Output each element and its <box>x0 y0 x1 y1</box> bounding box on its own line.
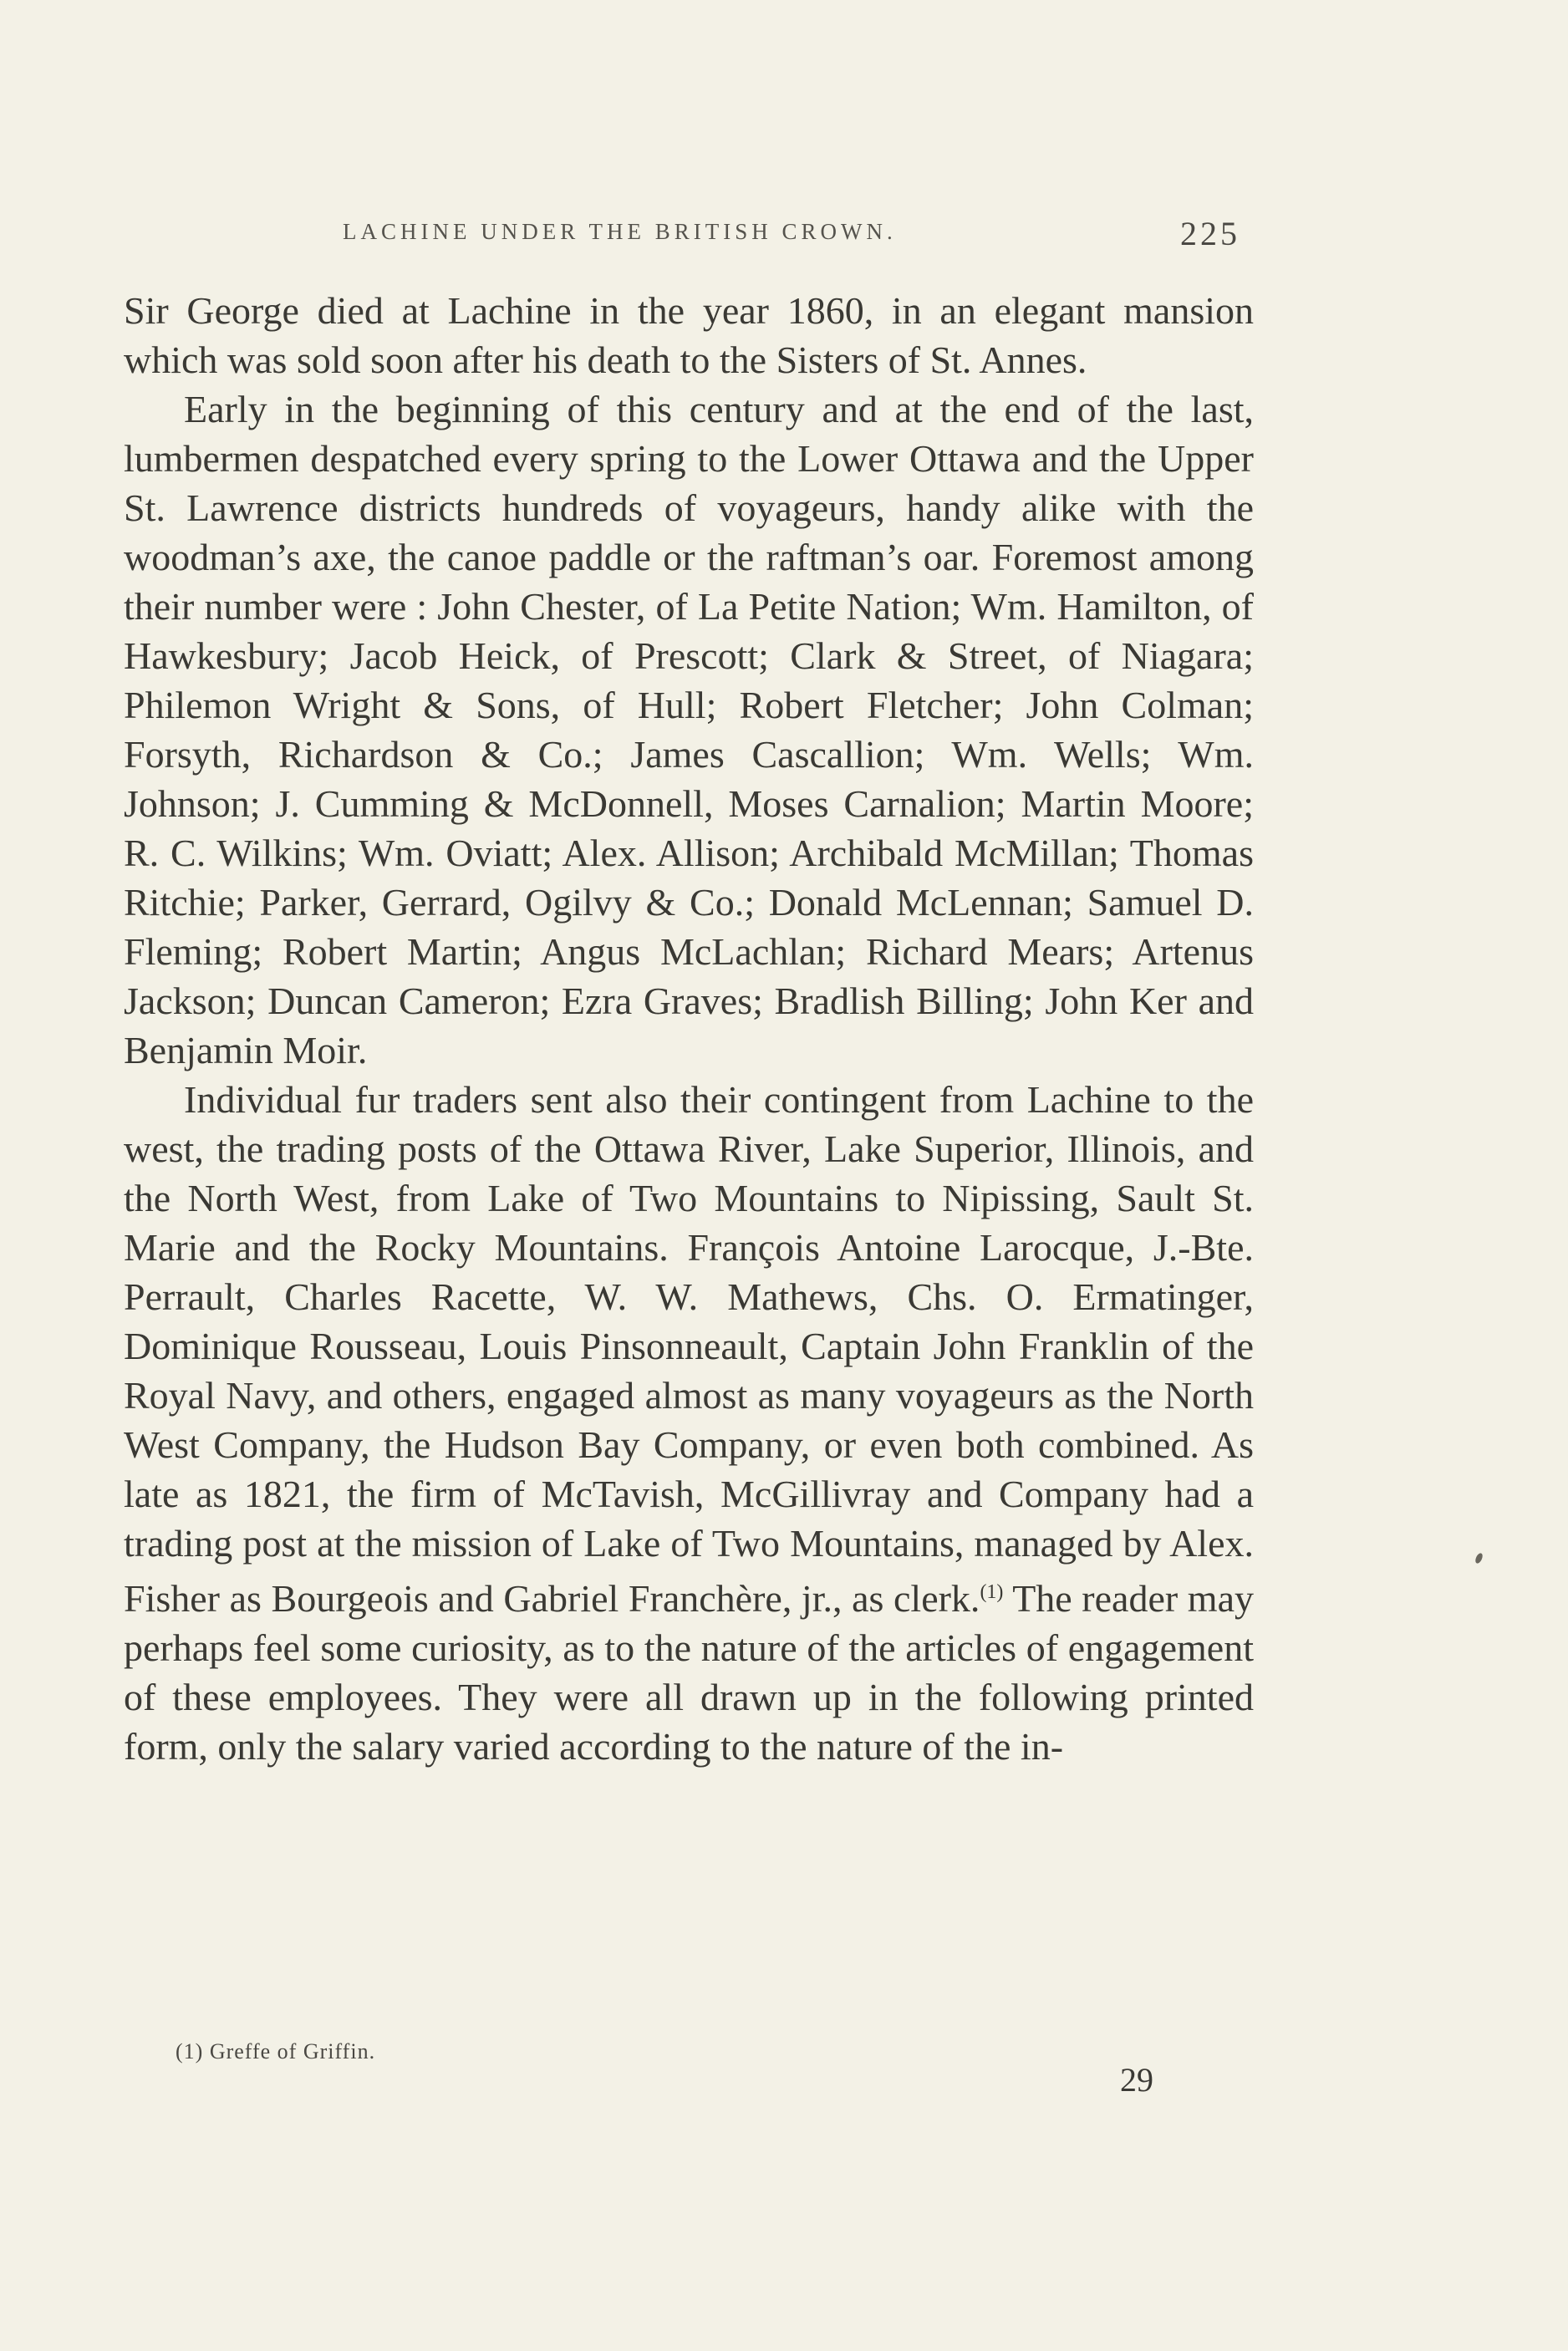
ink-speck <box>1474 1552 1484 1565</box>
running-title: LACHINE UNDER THE BRITISH CROWN. <box>343 219 897 244</box>
signature-mark: 29 <box>1120 2061 1153 2099</box>
paragraph-3 <box>124 1075 1254 1771</box>
running-header <box>0 215 1568 252</box>
body-text <box>124 286 1254 1771</box>
footnote: (1) Greffe of Griffin. <box>176 2039 376 2063</box>
page-number: 225 <box>1180 215 1240 252</box>
paragraph-3-text-after-note: The reader may perhaps feel some curiosity, as to the nature of the articles of engagement of these employees. They were all drawn up in the following printed form, only the salary varied according to the nature of the in- <box>124 1577 1254 1768</box>
footnote-marker: (1) <box>980 1581 1004 1603</box>
paragraph-2: Early in the beginning of this century and at the end of the last, lumbermen despatched every spring to the Lower Ottawa and the Upper St. Lawrence districts hundreds of voyageurs, handy alike with the woodman’s axe, the canoe paddle or the raftman’s oar. Foremost among their number were : John Chester, of La Petite Nation; Wm. Hamilton, of Hawkesbury; Jacob Heick, of Prescott; Clark & Street, of Niagara; Philemon Wright & Sons, of Hull; Robert Fletcher; John Colman; Forsyth, Richardson & Co.; James Cascallion; Wm. Wells; Wm. Johnson; J. Cumming & McDonnell, Moses Carnalion; Martin Moore; R. C. Wilkins; Wm. Oviatt; Alex. Allison; Archibald McMillan; Thomas Ritchie; Parker, Gerrard, Ogilvy & Co.; Donald McLennan; Samuel D. Fleming; Robert Martin; Angus McLachlan; Richard Mears; Artenus Jackson; Duncan Cameron; Ezra Graves; Bradlish Billing; John Ker and Benjamin Moir. <box>124 388 1254 1071</box>
paragraph-1: Sir George died at Lachine in the year 1860, in an elegant mansion which was sold soon after his death to the Sisters of St. Annes. <box>124 289 1254 381</box>
paragraph-3-text-before-note: Individual fur traders sent also their contingent from Lachine to the west, the trading posts of the Ottawa River, Lake Superior, Illinois, and the North West, from Lake of Two Mountains to Nipissing, Sault St. Marie and the Rocky Mountains. François Antoine Larocque, J.-Bte. Perrault, Charles Racette, W. W. Mathews, Chs. O. Ermatinger, Dominique Rousseau, Louis Pinsonneault, Captain John Franklin of the Royal Navy, and others, engaged almost as many voyageurs as the North West Company, the Hudson Bay Company, or even both combined. As late as 1821, the firm of McTavish, McGillivray and Company had a trading post at the mission of Lake of Two Mountains, managed by Alex. Fisher as Bourgeois and Gabriel Franchère, jr., as clerk. <box>124 1078 1254 1620</box>
